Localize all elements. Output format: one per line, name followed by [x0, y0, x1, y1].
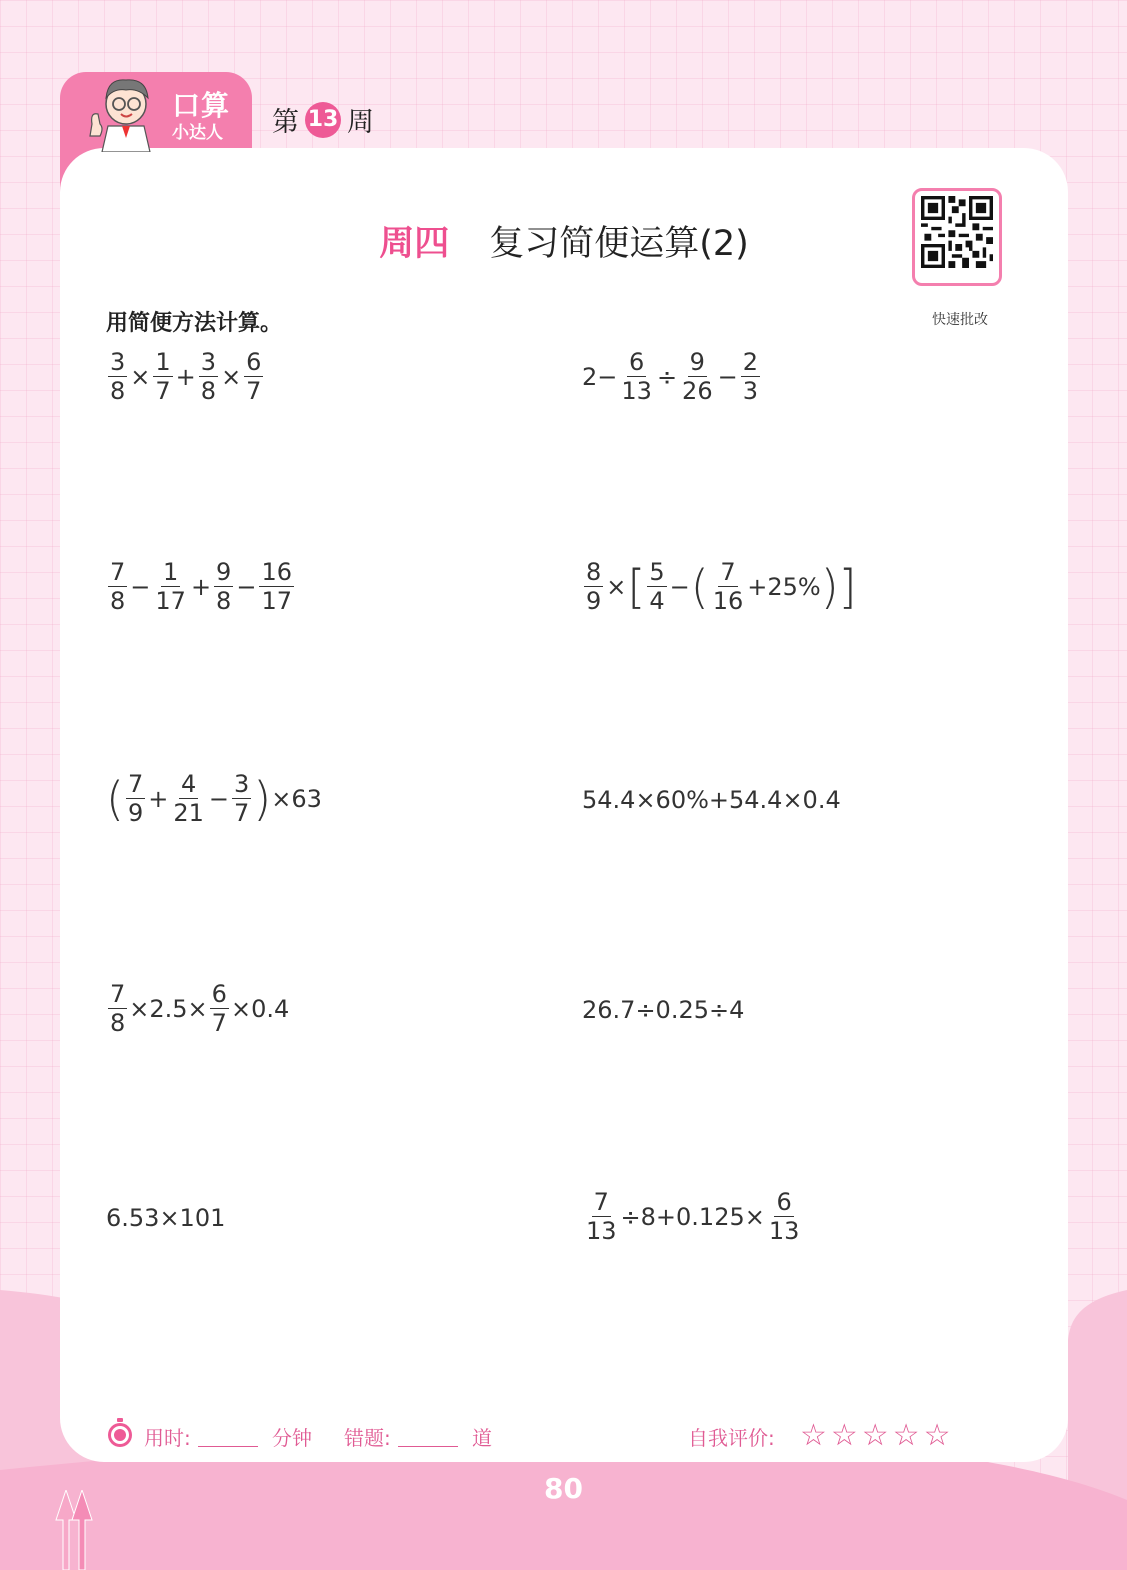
qr-code-icon — [921, 196, 993, 268]
fraction: $\frac{16}{17}$ — [261, 558, 292, 615]
fraction: $\frac{3}{7}$ — [234, 770, 250, 827]
fraction: $\frac{9}{26}$ — [682, 348, 713, 405]
qr-label: 快速批改 — [915, 309, 1005, 329]
tab-subtitle: 小达人 — [172, 123, 223, 143]
time-label: 用时: — [144, 1426, 191, 1450]
fraction: $\frac{7}{16}$ — [712, 558, 744, 615]
problem-3: $\frac{7}{8}$ − $\frac{1}{17}$ + $\frac{9}{8}$ − $\frac{16}{17}$ — [110, 558, 292, 615]
tab-title: 口算 — [172, 89, 231, 122]
title-topic: 复习简便运算(2) — [489, 224, 749, 264]
errors-unit: 道 — [472, 1426, 492, 1450]
week-label — [272, 100, 374, 139]
fraction: $\frac{6}{13}$ — [621, 348, 652, 405]
qr-code[interactable] — [912, 188, 1002, 328]
rating-stars[interactable]: ☆☆☆☆☆ — [800, 1418, 955, 1453]
time-unit: 分钟 — [272, 1426, 312, 1450]
problem-6: 54.4×60%+54.4×0.4 — [582, 786, 841, 814]
page-number: 80 — [544, 1472, 583, 1505]
stopwatch-icon — [106, 1418, 134, 1448]
fraction: $\frac{9}{8}$ — [216, 558, 232, 615]
problem-1: $\frac{3}{8}$ × $\frac{1}{7}$ + $\frac{3}{8}$ × $\frac{6}{7}$ — [110, 348, 262, 405]
problem-8: 26.7÷0.25÷4 — [582, 996, 745, 1024]
self-eval-label: 自我评价: — [688, 1426, 775, 1450]
problem-7: $\frac{7}{8}$ ×2.5× $\frac{6}{7}$ ×0.4 — [110, 980, 290, 1037]
mascot-icon — [78, 74, 164, 152]
fraction: $\frac{7}{13}$ — [586, 1188, 617, 1245]
fraction: $\frac{3}{8}$ — [200, 348, 217, 405]
fraction: $\frac{4}{21}$ — [173, 770, 204, 827]
fraction: $\frac{2}{3}$ — [742, 348, 758, 405]
instruction: 用简便方法计算。 — [106, 311, 283, 336]
errors-label: 错题: — [344, 1426, 391, 1450]
fraction: $\frac{6}{7}$ — [211, 980, 227, 1037]
problem-4: $\frac{8}{9}$ × [ $\frac{5}{4}$ − ( $\frac{7}{16}$ +25% )] — [586, 558, 857, 615]
arrow-decoration-icon — [52, 1490, 102, 1570]
fraction: $\frac{7}{8}$ — [110, 980, 126, 1037]
week-prefix: 第 — [272, 107, 299, 138]
week-suffix: 周 — [347, 107, 374, 138]
fraction: $\frac{7}{8}$ — [110, 558, 126, 615]
fraction: $\frac{8}{9}$ — [586, 558, 602, 615]
fraction: $\frac{6}{7}$ — [246, 348, 262, 405]
errors-blank[interactable] — [398, 1428, 458, 1447]
fraction: $\frac{6}{13}$ — [768, 1188, 800, 1245]
problem-9: 6.53×101 — [106, 1204, 226, 1232]
fraction: $\frac{1}{7}$ — [155, 348, 171, 405]
fraction: $\frac{7}{9}$ — [127, 770, 144, 827]
week-number-badge: 13 — [305, 102, 341, 138]
fraction: $\frac{3}{8}$ — [110, 348, 126, 405]
problem-2: 2− $\frac{6}{13}$ ÷ $\frac{9}{26}$ − $\frac{2}{3}$ — [582, 348, 758, 405]
footer-bar — [106, 1418, 1022, 1454]
time-blank[interactable] — [198, 1428, 258, 1447]
worksheet-card — [60, 148, 1068, 1462]
problem-10: $\frac{7}{13}$ ÷8+0.125× $\frac{6}{13}$ — [586, 1188, 800, 1245]
problem-5: ( $\frac{7}{9}$ + $\frac{4}{21}$ − $\frac{3}{7}$ ) ×63 — [106, 770, 322, 827]
fraction: $\frac{1}{17}$ — [155, 558, 186, 615]
fraction: $\frac{5}{4}$ — [649, 558, 665, 615]
title-day: 周四 — [379, 224, 450, 264]
